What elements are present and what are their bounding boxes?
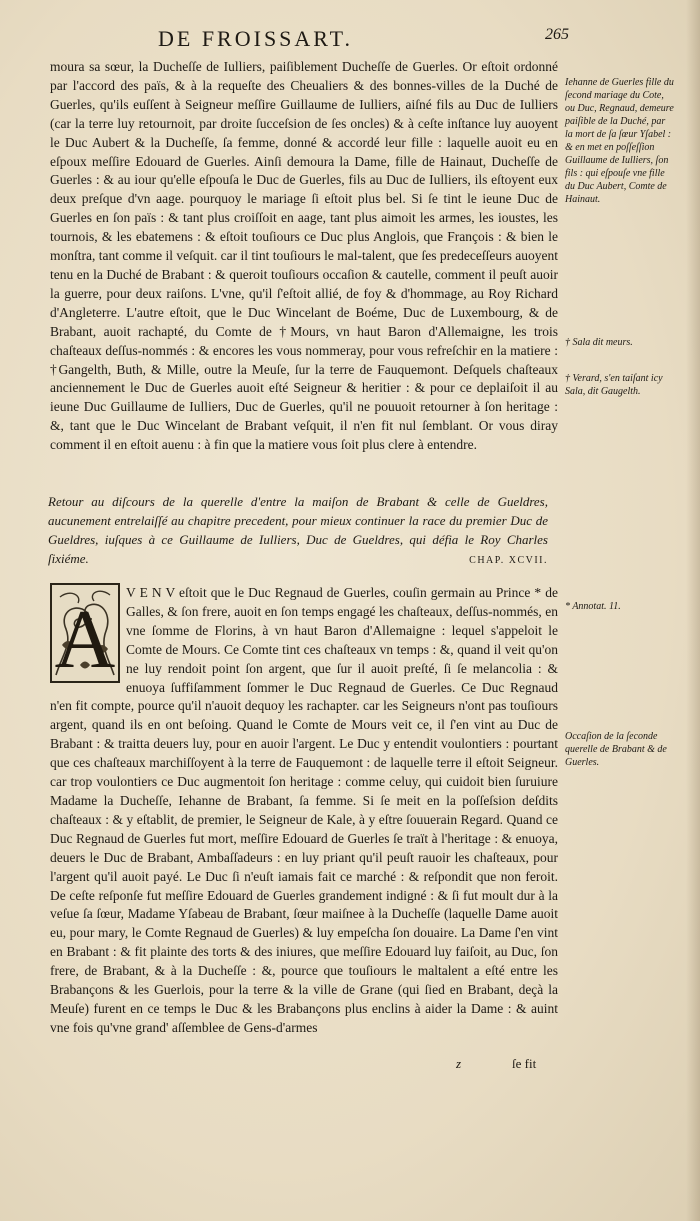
- chapter-text-block: [50, 584, 558, 1038]
- margin-note-occasion: Occaſion de la ſeconde querelle de Brabant & de Guerles.: [565, 731, 667, 768]
- initial-letter: A: [54, 593, 116, 681]
- page-number: 265: [545, 26, 569, 43]
- body-paragraph: moura sa sœur, la Ducheſſe de Iulliers, paiſiblement Ducheſſe de Guerles. Or eſtoit ordonné par l'accord des païs, & à la requeſte des Cheualiers & des bonnes-villes de la Duché de Guerles, qu'ils euſſent à Seigneur meſſire Guillaume de Iulliers, aiſné fils au Duc de Iulliers (car la terre luy retournoit, par droite ſucceſsion de ſes oncles) & à ceſte inſtance luy auoyent le Duc Aubert & la Ducheſſe, ſa femme, donné & accordé leur fille : laquelle auoit eu en eſpoux meſſire Edouard de Guerles. Ainſi demoura la Dame, fille de Hainaut, Ducheſſe de Guerles : & au iour qu'elle eſpouſa le Duc de Guerles, fils au Duc de Iulliers, ils eſtoyent eux deux preſque d'vn aage. pourquoy le mariage ſi eſtoit plus bel. Si ſe tint le ieune Duc de Guerles en ſon païs : & tant plus croiſſoit en aage, tant plus aimoit les armes, les ioustes, les tournois, & les ebatemens : & eſtoit touſiours ce Duc plus Anglois, que François : & bien le monſtra, tant comme il veſquit. car il tint touſiours le mal-talent, que ſes predeceſſeurs auoyent tenu en la Duché de Brabant : & queroit touſiours occaſion & cautelle, comment il peuſt auoir la guerre, pour deux raiſons. L'vne, qu'il ſ'eſtoit allié, de foy & d'hommage, au Roy Richard d'Angleterre. L'autre eſtoit, que le Duc Wincelant de Boéme, Duc de Luxembourg, & de Brabant, auoit rachapté, du Comte de †Mours, vn haut Baron d'Allemaigne, les trois chaſteaux deſſus-nommés : & encores les vous nommeray, pour vous refreſchir en la matiere : †Gangelth, Buth, & Mille, outre la Meuſe, ſur la terre de Fauquemont. Deſquels chaſteaux anciennement le Duc de Guerles auoit eſté Seigneur & heritier : & pour ce deplaiſoit il au ieune Duc Guillaume de Iulliers, Duc de Guerles, qu'il ne pouuoit retourner à ſon heritage : &, tant que le Duc Wincelant de Brabant veſquit, il n'en fit nul ſemblant. Or vous diray comment il en eſtoit auenu : à fin que la matiere vous ſoit plus clere à entendre.: [50, 59, 558, 453]
- foliage-ornament-icon: [52, 585, 118, 681]
- chapter-number: CHAP. XCVII.: [469, 555, 548, 566]
- decorated-initial: [50, 583, 120, 683]
- main-text-block: [50, 58, 558, 455]
- running-header: DE FROISSART.: [158, 26, 353, 51]
- chapter-heading-text: Retour au diſcours de la querelle d'entre la maiſon de Brabant & celle de Gueldres, aucunement entrelaiſſé au chapitre precedent, pour mieux continuer la race du premier Duc de Gueldres, iuſques à ce Guillaume de Iulliers, Duc de Gueldres, qui défia le Roy Charles ſixiéme.: [48, 494, 548, 566]
- chapter-heading: [48, 492, 548, 570]
- margin-note-verard: † Verard, s'en taiſant icy Sala, dit Gaugelth.: [565, 373, 663, 397]
- signature-mark: z: [456, 1056, 462, 1071]
- margin-note-annotat: * Annotat. 11.: [565, 601, 621, 612]
- margin-note-iehanne: Iehanne de Guerles fille du ſecond mariage du Cote, ou Duc, Regnaud, demeure paiſible de la Duché, par la mort de ſa ſœur Yſabel : & en met en poſſeſſion Guillaume de Iulliers, ſon fils : qui eſpouſe vne fille du Duc Aubert, Comte de Hainaut.: [565, 77, 674, 205]
- margin-note-sala: † Sala dit meurs.: [565, 337, 633, 348]
- chapter-paragraph: V E N V eſtoit que le Duc Regnaud de Guerles, couſin germain au Prince * de Galles, & ſon frere, auoit en ſon temps engagé les chaſteaux, deſſus-nommés, en vne ſomme de Florins, à vn haut Baron d'Allemaigne : lequel s'appeloit le Comte de Mours. Ce Comte tint ces chaſteaux vn temps : &, quand il veit qu'on ne luy rendoit point ſon argent, que ſur il auoit preſté, ſi ſe melancolia : & enuoya ſuffiſamment ſommer le Duc Regnaud de Guerles. Ce Duc Regnaud n'en fit compte, pource qu'il n'auoit dequoy les rachapter. car les Seigneurs n'ont pas touſiours argent, quand ils en ont beſoing. Quand le Comte de Mours veit ce, il ſ'en vint au Duc de Brabant : & traitta deuers luy, pour en auoir l'argent. Le Duc y entendit voulontiers : pourtant que ces chaſteaux marchiſſoyent à la terre de Fauquemont : de laquelle terre il eſtoit Seigneur. car trop voulontiers ce Duc augmentoit ſon heritage : comme celuy, qui cuidoit bien ſuruiure Madame la Ducheſſe, Iehanne de Brabant, ſa femme. Si ſe meit en la poſſeſsion deſdits chaſteaux : & y eſtablit, de premier, le Seigneur de Kale, à y eſtre ſouuerain Regard. Quand ce Duc Regnaud de Guerles fut mort, meſſire Edouard de Guerles ſe traït à l'heritage : & enuoya, deuers le Duc de Brabant, Ambaſſadeurs : en luy priant qu'il peuſt rauoir les chaſteaux, pour l'argent qu'il auoit payé. Le Duc ſi n'euſt iamais fait ce marché : & reſpondit que non feroit. De ceſte reſponſe fut meſſire Edouard de Guerles grandement indigné : & ſi fut moult dur à la veſue ſa ſœur, Madame Yſabeau de Brabant, ſœur maiſnee à la Ducheſſe (laquelle Dame auoit eu, pour mary, le Comte Regnaud de Guerles) & luy empeſcha ſon douaire. La Dame ſ'en vint en Brabant : & fit plainte des torts & des iniures, que meſſire Edouard luy faiſoit, au Duc, ſon frere, de Brabant, & à la Ducheſſe : &, pource que touſiours le maltalent a eſté entre les Brabançons & les Guerlois, pour la terre & la ville de Grane (qui ſied en Brabant, deçà la Meuſe) furent en ce temps le Duc & les Brabançons plus enclins à aider la Dame : & auint vne fois qu'vne grand' aſſemblee de Gens-d'armes: [50, 585, 558, 1035]
- page-edge-shadow: [686, 0, 700, 1221]
- catchword: ſe fit: [512, 1056, 537, 1071]
